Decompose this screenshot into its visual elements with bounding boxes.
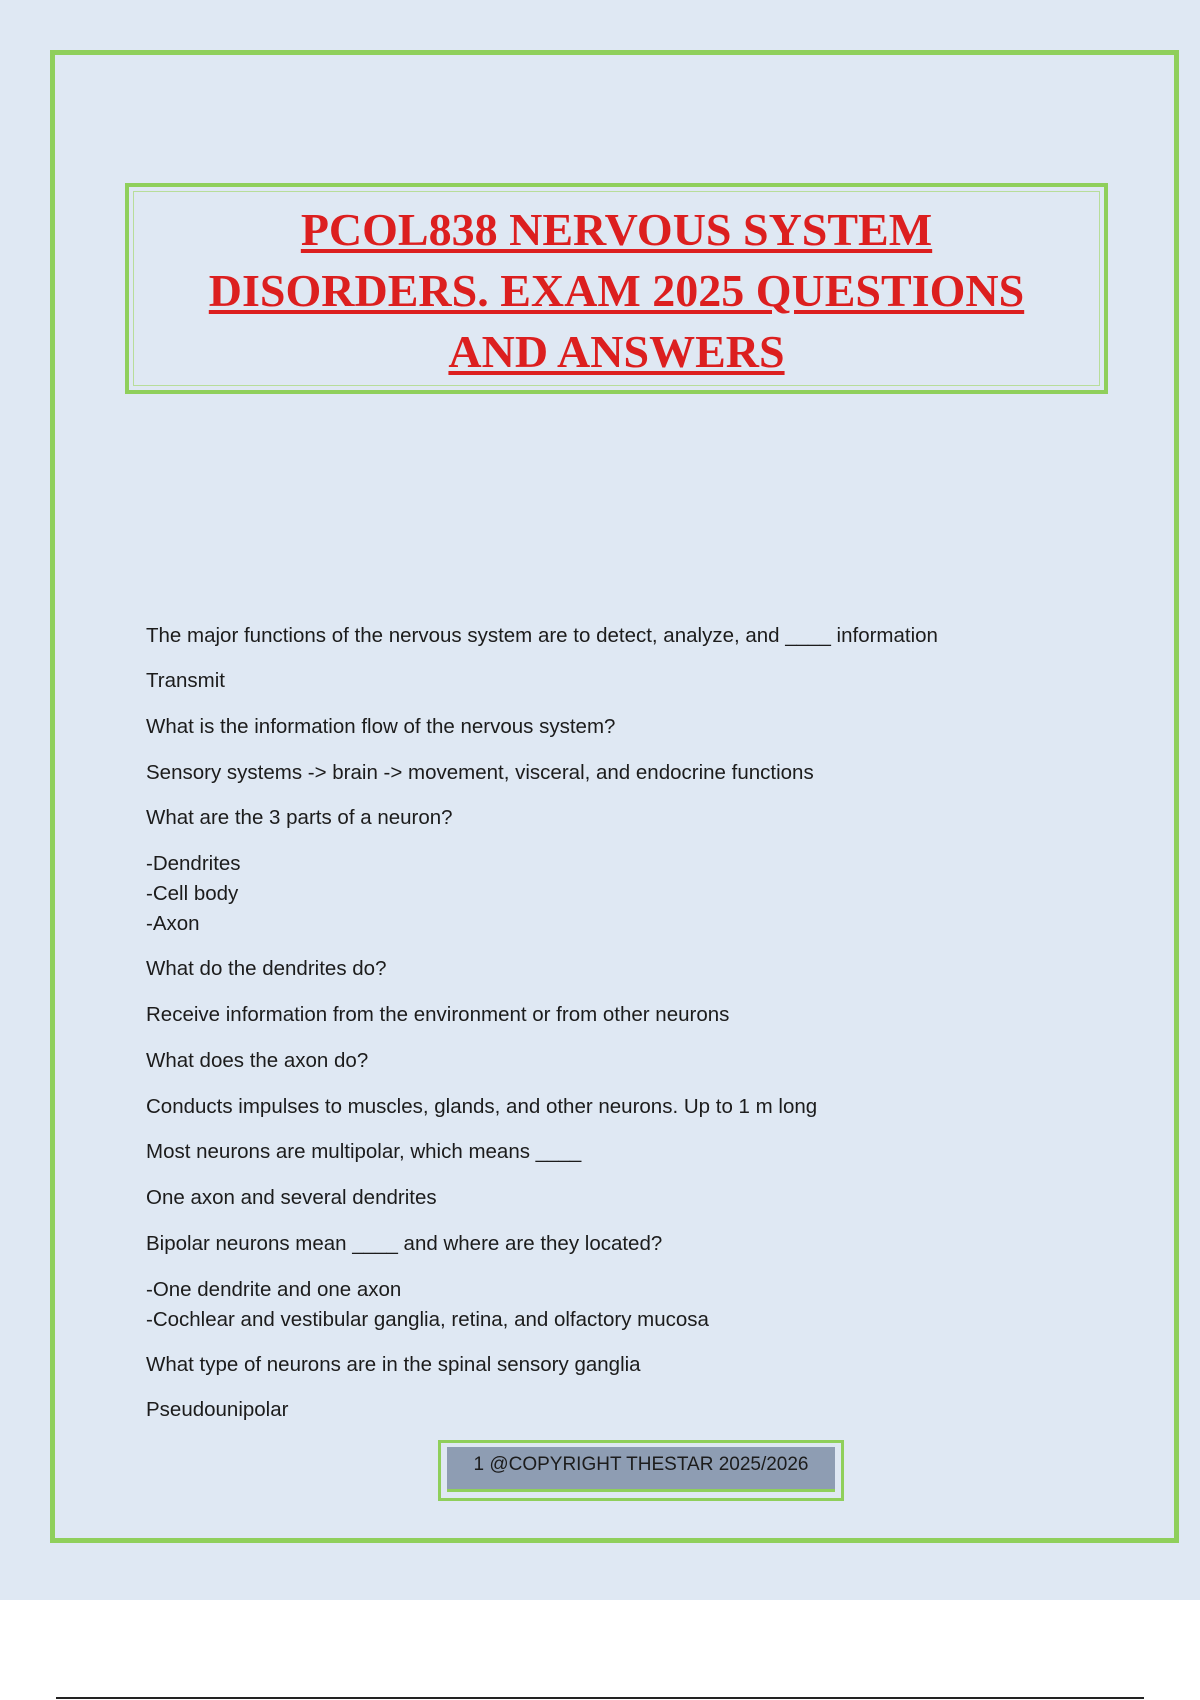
copyright-box xyxy=(438,1440,844,1501)
question: What is the information flow of the nervous system? xyxy=(146,715,616,738)
answer: Sensory systems -> brain -> movement, visceral, and endocrine functions xyxy=(146,761,814,784)
copyright-text: 1 @COPYRIGHT THESTAR 2025/2026 xyxy=(473,1454,809,1475)
answer: Receive information from the environment or from other neurons xyxy=(146,1003,730,1026)
question: Most neurons are multipolar, which means ____ xyxy=(146,1140,582,1163)
answer: Transmit xyxy=(146,669,225,692)
answer: -One dendrite and one axon -Cochlear and vestibular ganglia, retina, and olfactory mucosa xyxy=(146,1278,709,1331)
copyright-fill xyxy=(447,1447,835,1492)
question: Bipolar neurons mean ____ and where are they located? xyxy=(146,1232,663,1255)
answer: Pseudounipolar xyxy=(146,1398,289,1421)
question: What do the dendrites do? xyxy=(146,957,387,980)
question: What does the axon do? xyxy=(146,1049,369,1072)
document-title: PCOL838 NERVOUS SYSTEM DISORDERS. EXAM 2025 QUESTIONS AND ANSWERS xyxy=(208,204,1025,377)
answer: -Dendrites -Cell body -Axon xyxy=(146,852,241,935)
footer-rule xyxy=(56,1697,1144,1699)
title-box xyxy=(125,183,1108,394)
question: The major functions of the nervous system are to detect, analyze, and ____ information xyxy=(146,624,938,647)
question: What type of neurons are in the spinal sensory ganglia xyxy=(146,1353,641,1376)
answer: Conducts impulses to muscles, glands, and other neurons. Up to 1 m long xyxy=(146,1095,818,1118)
question: What are the 3 parts of a neuron? xyxy=(146,806,453,829)
answer: One axon and several dendrites xyxy=(146,1186,437,1209)
